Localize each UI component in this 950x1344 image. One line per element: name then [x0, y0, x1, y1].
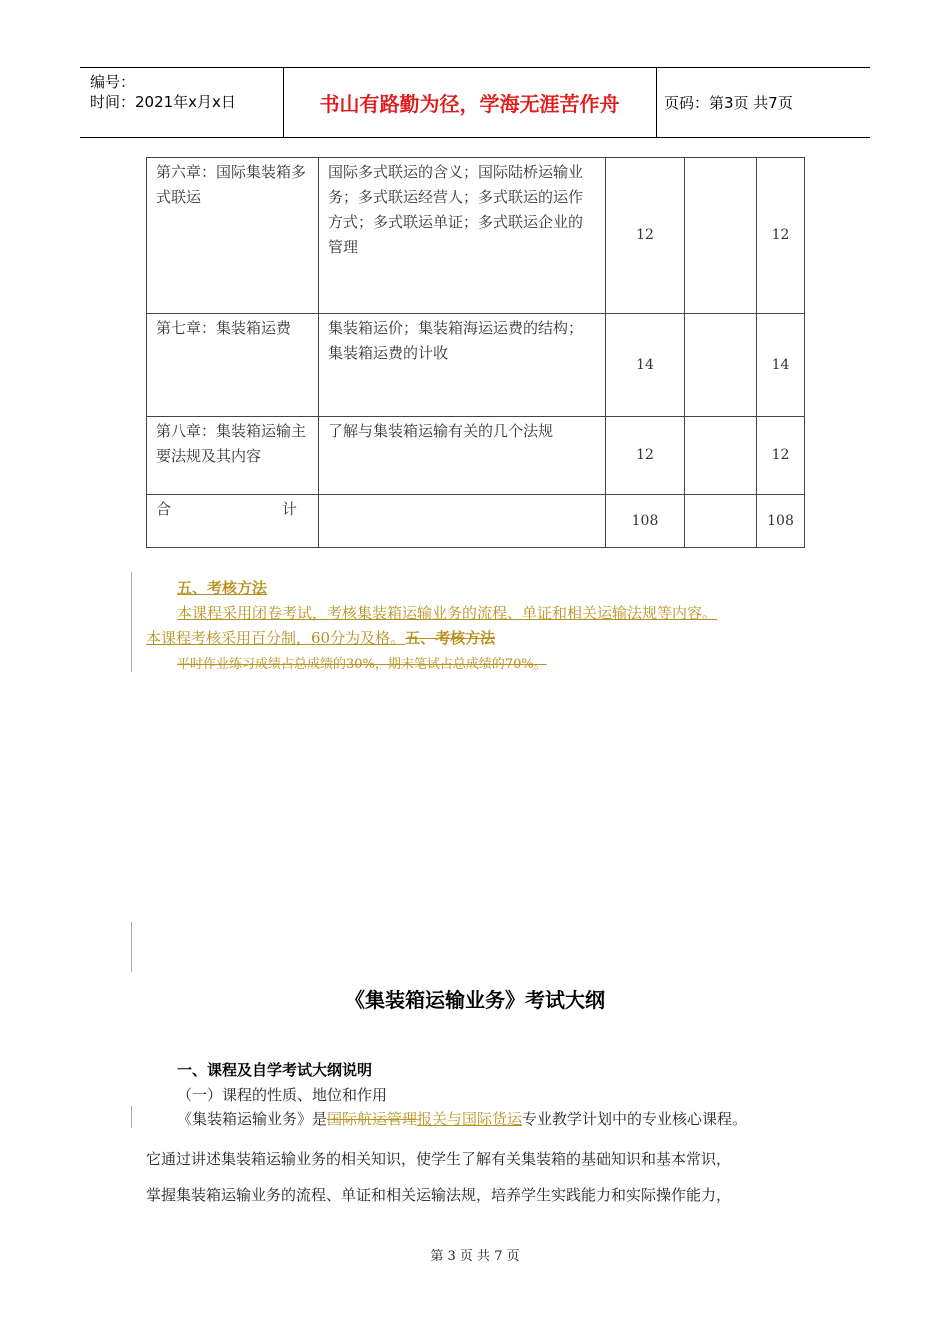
- change-bar: [131, 572, 132, 672]
- empty-cell: [685, 417, 757, 495]
- paragraph-line-2: 它通过讲述集装箱运输业务的相关知识，使学生了解有关集装箱的基础知识和基本常识，: [146, 1150, 732, 1168]
- hours-cell: 14: [606, 314, 685, 417]
- sum-hours-cell: 108: [606, 495, 685, 548]
- page-footer: 第 3 页 共 7 页: [430, 1249, 520, 1264]
- page-header: [80, 67, 870, 138]
- hours-cell: 12: [606, 158, 685, 314]
- empty-cell: [319, 495, 606, 548]
- header-meta: [90, 72, 236, 112]
- para-text: 专业教学计划中的专业核心课程。: [522, 1110, 748, 1128]
- content-cell: 了解与集装箱运输有关的几个法规: [319, 417, 606, 495]
- chapter-cell: 第六章：国际集装箱多式联运: [147, 158, 319, 314]
- number-label: 编号：: [90, 73, 136, 91]
- table-row: [147, 314, 805, 417]
- chapter-cell: 第八章：集装箱运输主要法规及其内容: [147, 417, 319, 495]
- header-page-code: 页码：第3页 共7页: [664, 94, 793, 112]
- sum-total-cell: 108: [757, 495, 805, 548]
- paragraph-line-1: [177, 1108, 747, 1130]
- change-bar: [131, 922, 132, 972]
- syllabus-table: [146, 157, 805, 548]
- change-bar: [131, 1106, 132, 1128]
- header-divider: [656, 68, 657, 137]
- revision-line-2: [146, 626, 495, 651]
- empty-cell: [685, 314, 757, 417]
- content-cell: 集装箱运价；集装箱海运运费的结构；集装箱运费的计收: [319, 314, 606, 417]
- time-label: 时间：2021年x月x日: [90, 93, 236, 111]
- deleted-text: 国际航运管理: [327, 1110, 418, 1128]
- revision-line-3: 平时作业练习成绩占总成绩的30%，期末笔试占总成绩的70%。: [177, 657, 547, 672]
- subsection-heading: （一）课程的性质、地位和作用: [177, 1086, 388, 1104]
- empty-cell: [685, 158, 757, 314]
- hours-cell: 12: [606, 417, 685, 495]
- total-cell: 12: [757, 158, 805, 314]
- sum-label-cell: [147, 495, 319, 548]
- revision-line-1: 本课程采用闭卷考试，考核集装箱运输业务的流程、单证和相关运输法规等内容。: [177, 604, 718, 622]
- paragraph-line-3: 掌握集装箱运输业务的流程、单证和相关运输法规，培养学生实践能力和实际操作能力，: [146, 1186, 732, 1204]
- para-text: 《集装箱运输业务》是: [177, 1110, 328, 1128]
- total-cell: 12: [757, 417, 805, 495]
- chapter-cell: 第七章：集装箱运费: [147, 314, 319, 417]
- table-sum-row: [147, 495, 805, 548]
- outline-title: 《集装箱运输业务》考试大纲: [345, 988, 605, 1012]
- table-row: [147, 158, 805, 314]
- inserted-text: 报关与国际货运: [417, 1110, 523, 1128]
- inserted-text: 本课程考核采用百分制，60分为及格。: [146, 629, 406, 647]
- header-motto: 书山有路勤为径，学海无涯苦作舟: [319, 92, 620, 116]
- content-cell: 国际多式联运的含义；国际陆桥运输业务；多式联运经营人；多式联运的运作方式；多式联运单证；多式联运企业的管理: [319, 158, 606, 314]
- total-cell: 14: [757, 314, 805, 417]
- revision-heading: 五、考核方法: [177, 579, 268, 597]
- table-row: [147, 417, 805, 495]
- sum-label-left: 合: [156, 500, 172, 518]
- deleted-text: 五、考核方法: [405, 629, 496, 647]
- sum-label-right: 计: [281, 500, 297, 518]
- section-heading: 一、课程及自学考试大纲说明: [177, 1061, 373, 1079]
- empty-cell: [685, 495, 757, 548]
